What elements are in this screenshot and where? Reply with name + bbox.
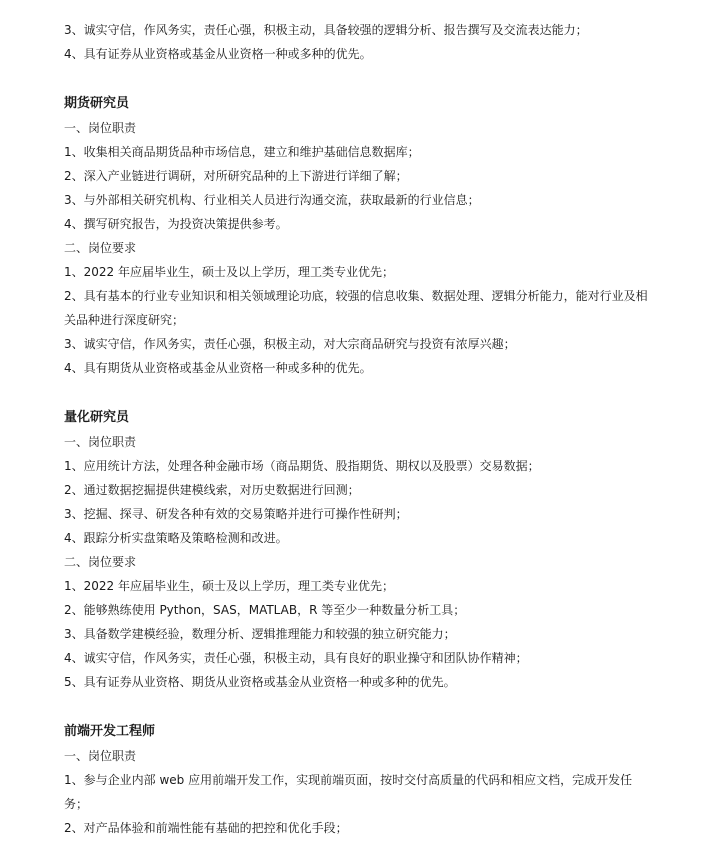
list-item: 1、应用统计方法，处理各种金融市场（商品期货、股指期货、期权以及股票）交易数据； <box>64 459 540 473</box>
list-item: 2、对产品体验和前端性能有基础的把控和优化手段； <box>64 821 348 835</box>
list-item: 3、与外部相关研究机构、行业相关人员进行沟通交流，获取最新的行业信息； <box>64 193 480 207</box>
list-item: 3、诚实守信，作风务实，责任心强，积极主动，对大宗商品研究与投资有浓厚兴趣； <box>64 337 516 351</box>
list-item: 4、诚实守信，作风务实，责任心强，积极主动，具有良好的职业操守和团队协作精神； <box>64 651 528 665</box>
list-item: 4、具有期货从业资格或基金从业资格一种或多种的优先。 <box>64 361 372 375</box>
duty-heading: 一、岗位职责 <box>64 121 137 135</box>
list-item: 5、具有证券从业资格、期货从业资格或基金从业资格一种或多种的优先。 <box>64 675 456 689</box>
list-item: 3、挖掘、探寻、研发各种有效的交易策略并进行可操作性研判； <box>64 507 408 521</box>
list-item: 2、深入产业链进行调研，对所研究品种的上下游进行详细了解； <box>64 169 408 183</box>
duty-heading: 一、岗位职责 <box>64 435 137 449</box>
section-title: 量化研究员 <box>64 410 130 425</box>
list-item: 1、2022 年应届毕业生，硕士及以上学历，理工类专业优先； <box>64 579 394 593</box>
list-item: 4、跟踪分析实盘策略及策略检测和改进。 <box>64 531 288 545</box>
intro-line: 4、具有证券从业资格或基金从业资格一种或多种的优先。 <box>64 47 372 61</box>
list-item: 1、参与企业内部 web 应用前端开发工作，实现前端页面，按时交付高质量的代码和相应文档，完成开发任务； <box>64 773 633 811</box>
list-item: 2、能够熟练使用 Python，SAS，MATLAB，R 等至少一种数量分析工具； <box>64 603 466 617</box>
list-item: 1、2022 年应届毕业生，硕士及以上学历，理工类专业优先； <box>64 265 394 279</box>
list-item: 2、具有基本的行业专业知识和相关领域理论功底，较强的信息收集、数据处理、逻辑分析能力，能对行业及相关品种进行深度研究； <box>64 289 648 327</box>
list-item: 3、具备数学建模经验，数理分析、逻辑推理能力和较强的独立研究能力； <box>64 627 456 641</box>
duty-heading: 一、岗位职责 <box>64 749 137 763</box>
list-item: 1、收集相关商品期货品种市场信息，建立和维护基础信息数据库； <box>64 145 420 159</box>
list-item: 2、通过数据挖掘提供建模线索，对历史数据进行回测； <box>64 483 360 497</box>
requirement-heading: 二、岗位要求 <box>64 555 137 569</box>
intro-line: 3、诚实守信，作风务实，责任心强，积极主动，具备较强的逻辑分析、报告撰写及交流表达能力； <box>64 23 588 37</box>
section-title: 期货研究员 <box>64 96 130 111</box>
requirement-heading: 二、岗位要求 <box>64 241 137 255</box>
list-item: 4、撰写研究报告，为投资决策提供参考。 <box>64 217 288 231</box>
section-title: 前端开发工程师 <box>64 724 156 739</box>
